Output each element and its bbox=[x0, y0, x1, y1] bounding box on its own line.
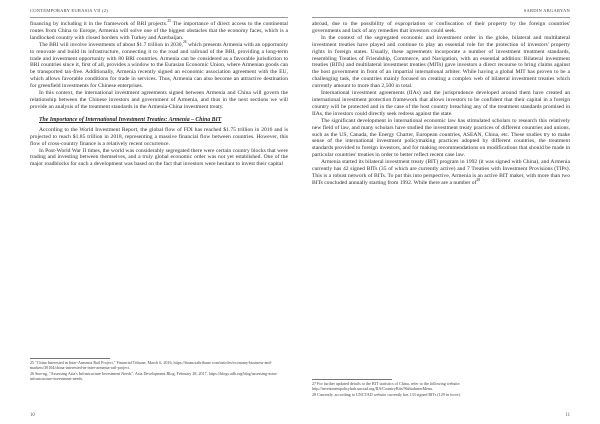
paragraph: Armenia started its bilateral investment treaty (BIT) program in 1992 (it was signed with China), and Armenia currently has 42 signed BITs (35 of which are currently active) and 7 Treaties with Investment Provisions (TIPs). This is a robust network of BITs. To put this into perspective, Armenia is an active BIT maker, with more than two BITs concluded annually starting from 1992. While there are a number $of^{28}$ bbox=[312, 159, 570, 186]
right-page bbox=[300, 0, 600, 424]
footnote-marker: 26 bbox=[182, 39, 187, 44]
footnote: 27 For further updated details to the BIT statistics of China, refer to the following website: http://investmentpolicyhub.unctad.org/IIA/CountryBits/96#iiaInnerMenu. bbox=[312, 381, 461, 391]
running-head-left: CONTEMPORARY EURASIA VII (2) bbox=[30, 8, 288, 18]
paragraph: The BRI will involve investments of about $1.7 trillion in 2030,26 which presents Armenia with an opportunity to renovate and build its infrastructure, connecting it to the road and railroad of the BRI, providing a long-term trade and investment opportunity with 80 BRI countries. Armenia can be considered as a favorable jurisdiction to BRI countries since it, first of all, provides a window to the Eurasian Economic Union, where Armenian goods can be transported tax-free. Additionally, Armenia recently signed an economic association agreement with the EU, which allows favorable conditions for trade in services. Thus, Armenia can also become an attractive destination for greenfield investments for Chinese enterprises. bbox=[30, 39, 289, 90]
footnote: 25 "China Interested in Inter-Armenia Rail Project," Financial Tribune, March 6, 2016, https://financialtribune.com/articles/economy-business-and-markets/30104/china-interested-in-inter-armenia-rail-project. bbox=[30, 360, 272, 370]
footnotes-left bbox=[30, 358, 288, 383]
footnotes-right bbox=[312, 379, 570, 399]
right-body-text bbox=[312, 21, 570, 187]
footnote: 26 Sun-ng, "Assessing Asia's Infrastructure Investment Needs", Asia Development Blog, February 28, 2017, https://blogs.adb.org/blog/assessing-asias-infrastructure-investment-needs. bbox=[30, 370, 278, 381]
running-head-right: SARDIN ABGARYAN bbox=[312, 8, 570, 18]
page-number-left: 10 bbox=[30, 413, 35, 418]
footnote: 28 Currently, according to UNCTAD website currently has 133 signed BITs (129 in force). bbox=[312, 391, 461, 397]
page-number-right: 11 bbox=[565, 413, 570, 418]
paragraph: In the context of the segregated economic and investment order in the globe, bilateral and multilateral investment treaties have played and continue to play an essential role for the protection of investors' property rights in foreign states. Usually, these agreements incorporate a number of investment treatment standards, resembling Treaties of Friendship, Commerce, and Navigation, with an essential addition: Bilateral investment treaties (BITs) and multilateral investment treaties (MITs) gave investors a direct recourse to bring claims against the host government in front of an impartial international arbiter. While having a global MIT has proven to be a challenging task, the countries mainly focused on creating a complex web of bilateral investment treaties which currently amount to more than 2,500 in total. bbox=[312, 34, 570, 90]
paragraph: In Post-World War II times, the world was considerably segregated there were certain country blocks that were trading and investing between themselves, and a truly global economic order was not yet established. One of the major roadblocks for such a development was based on the fact that investors were hesitant to invest their capital bbox=[30, 147, 288, 168]
paragraph: In this context, the international investment agreements signed between Armenia and China will govern the relationship between the Chinese investors and government of Armenia, and thus in the next sections we will provide an analysis of the treatment standards in the Armenia-China investment treaty. bbox=[30, 90, 288, 110]
paragraph: International investment agreements (IIAs) and the jurisprudence developed around them have created an international investment protection framework that allows investors to be confident that their capital in a foreign country will be protected and in the case of the host country breaching any of the treatment standards promised in IIAs, the investors could directly seek redress against the state. bbox=[312, 90, 570, 117]
footnote-divider bbox=[312, 379, 392, 380]
paragraph: financing by including it in the framework of BRI projects.$^{25}$ The importance of direct access to the continental routes from China to Europe, Armenia will solve one of the biggest obstacles that the economy faces, which is a landlocked country with closed borders with Turkey and Azerbaijan. bbox=[30, 19, 288, 41]
left-body-text bbox=[30, 21, 288, 168]
paragraph: According to the World Investment Report, the global flow of FDI has reached $1.75 trillion in 2016 and is projected to reach $1.85 trillion in 2018, representing a massive financial flow between countries. However, this flow of cross-country finance is a relatively recent occurrence. bbox=[30, 126, 288, 147]
paragraph: The significant development in international economic law has stimulated scholars to research this relatively new field of law, and many scholars have studied the investment treaty practices of different countries and unions, such as the US, Canada, the Energy Charter, European countries, ASEAN, China, etc. These studies try to make sense of the international investment policymaking practices adopted by different countries, the treatment standards provided to foreign investors, and for making recommendations on modifications that should be made in particular countries' treaties in order to better reflect recent case law. bbox=[312, 117, 570, 159]
section-heading: The Importance of International Investment Treaties: Armenia – China BIT bbox=[39, 116, 222, 123]
footnote-marker: 25 bbox=[167, 19, 171, 24]
footnote-marker: 28 bbox=[476, 177, 481, 182]
paragraph: abroad, due to the possibility of expropriation or confiscation of their property by the foreign countries' governments and lack of any remedies that investors could seek. bbox=[312, 21, 570, 34]
footnote-divider bbox=[30, 358, 110, 359]
